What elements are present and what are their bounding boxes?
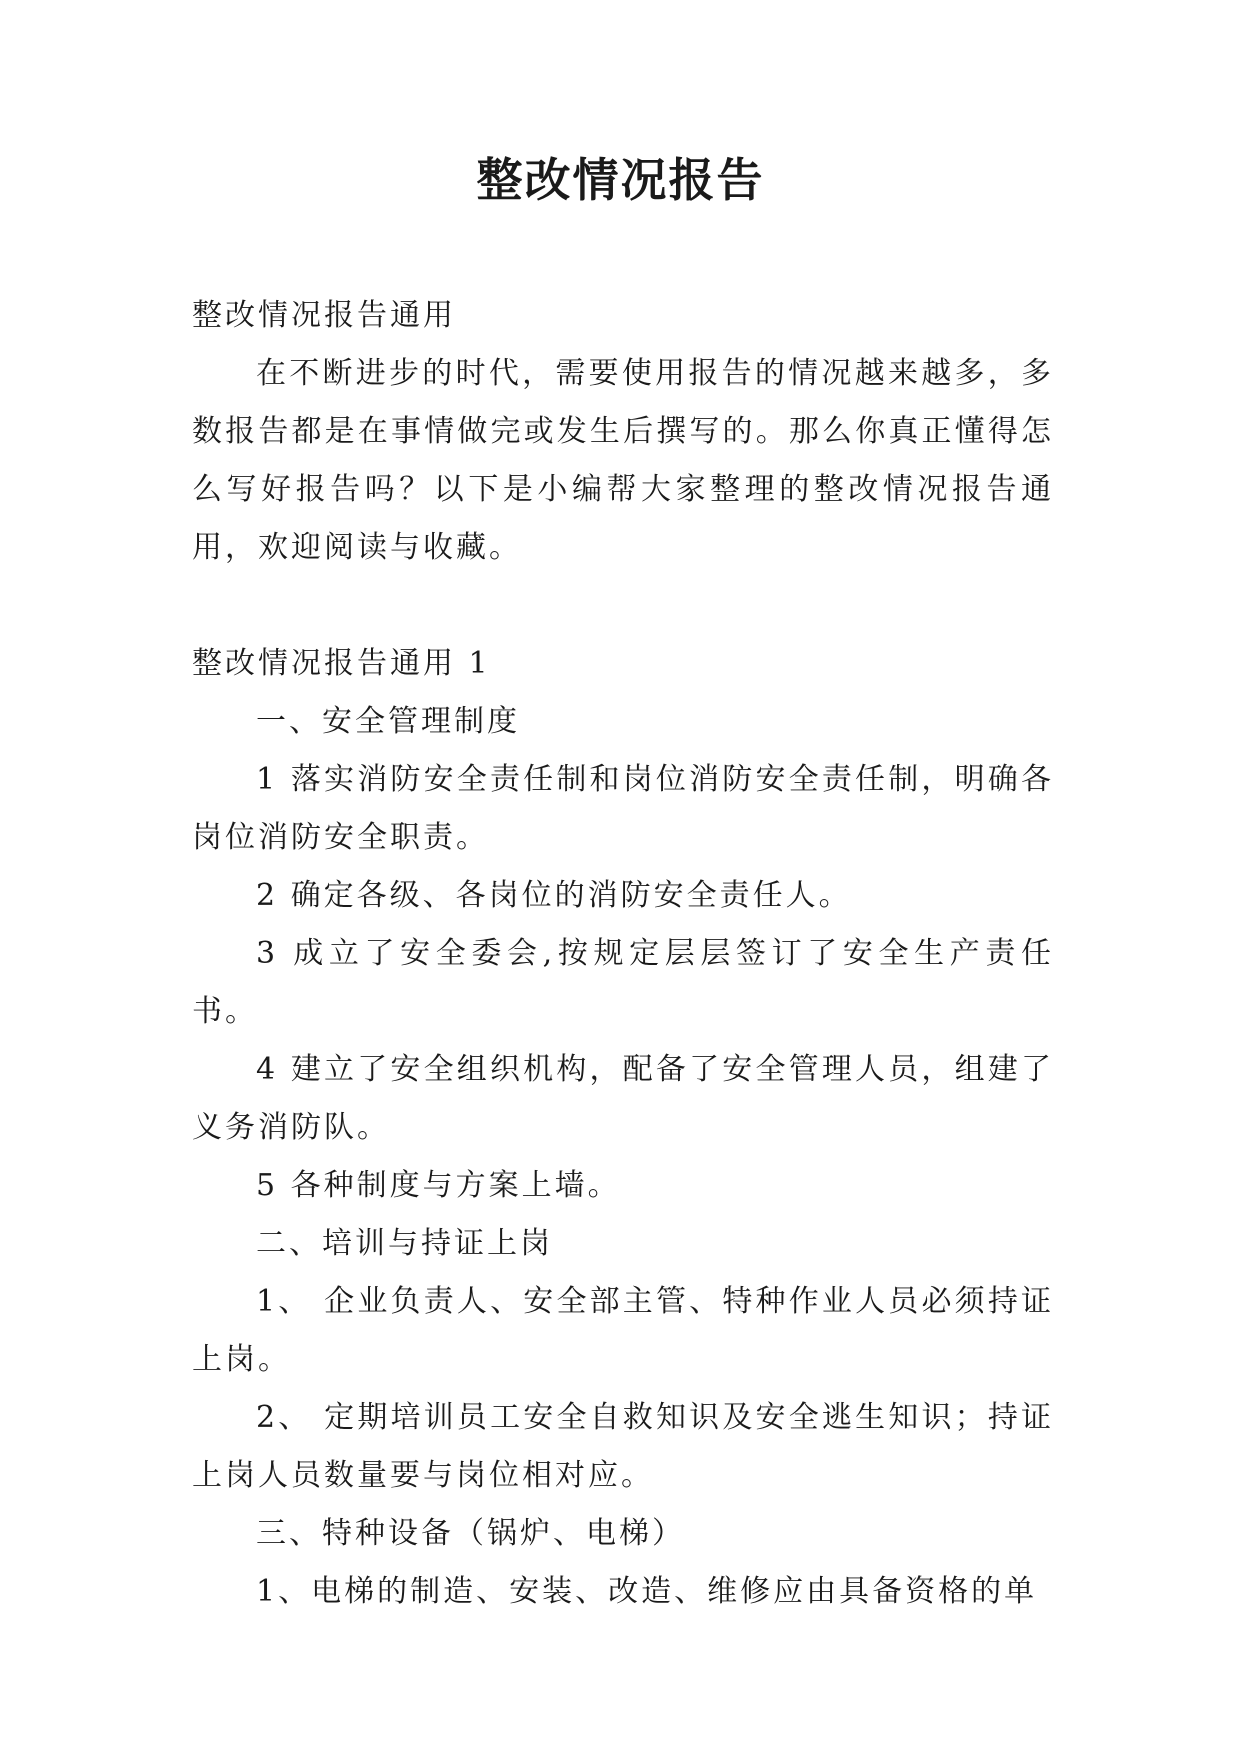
heading-training: 二、培训与持证上岗 [256, 1226, 553, 1261]
document-body [192, 287, 1054, 1621]
paragraph-item: 1、 企业负责人、安全部主管、特种作业人员必须持证上岗。 [192, 1284, 1054, 1377]
document-subtitle: 整改情况报告通用 [192, 298, 456, 333]
heading-safety-management: 一、安全管理制度 [256, 704, 520, 739]
paragraph-item: 2、 定期培训员工安全自救知识及安全逃生知识；持证上岗人员数量要与岗位相对应。 [192, 1400, 1054, 1493]
paragraph-item: 4 建立了安全组织机构，配备了安全管理人员，组建了义务消防队。 [192, 1052, 1054, 1145]
intro-paragraph: 在不断进步的时代，需要使用报告的情况越来越多，多数报告都是在事情做完或发生后撰写的。那么你真正懂得怎么写好报告吗？以下是小编帮大家整理的整改情况报告通用，欢迎阅读与收藏。 [192, 356, 1054, 565]
paragraph-item: 2 确定各级、各岗位的消防安全责任人。 [256, 878, 852, 913]
paragraph-spacer [192, 577, 1054, 635]
paragraph-item: 1、电梯的制造、安装、改造、维修应由具备资格的单 [256, 1574, 1038, 1609]
section-title: 整改情况报告通用 1 [192, 646, 491, 681]
paragraph-item: 1 落实消防安全责任制和岗位消防安全责任制，明确各岗位消防安全职责。 [192, 762, 1054, 855]
paragraph-item: 5 各种制度与方案上墙。 [256, 1168, 621, 1203]
document-title: 整改情况报告 [476, 153, 765, 207]
heading-special-equipment: 三、特种设备（锅炉、电梯） [256, 1516, 685, 1551]
paragraph-item: 3 成立了安全委会,按规定层层签订了安全生产责任书。 [192, 936, 1054, 1029]
